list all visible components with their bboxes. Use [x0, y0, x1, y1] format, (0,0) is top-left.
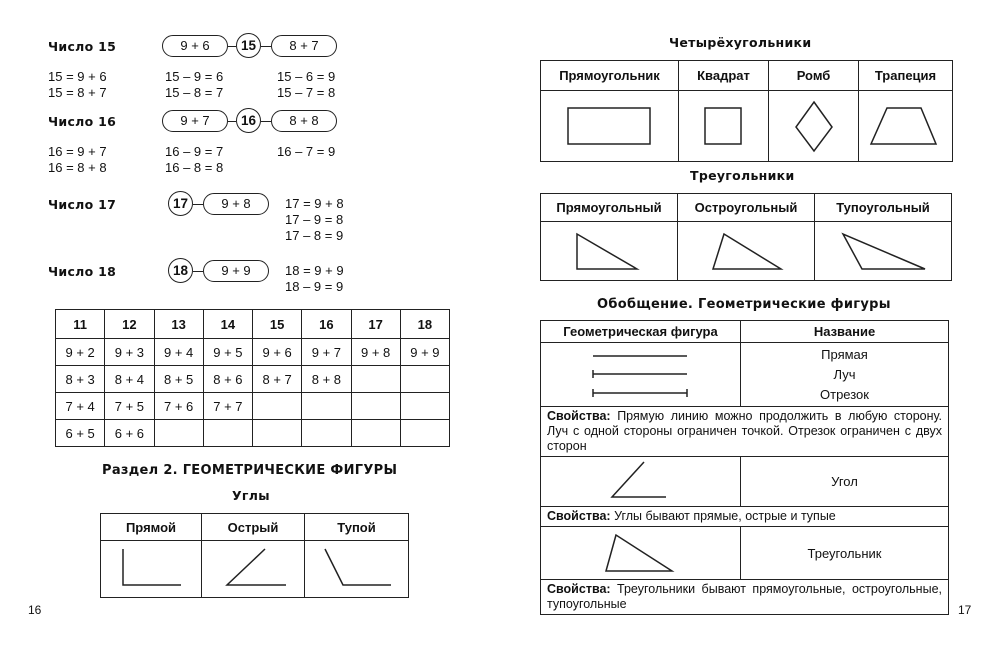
quad-header-rectangle: Прямоугольник [541, 61, 679, 91]
sum-cell [351, 420, 400, 447]
section-title: Раздел 2. ГЕОМЕТРИЧЕСКИЕ ФИГУРЫ [102, 463, 398, 478]
pill-18: 9 + 9 [203, 260, 269, 282]
props-label: Свойства: [547, 409, 611, 423]
sum-cell [253, 393, 302, 420]
connector [261, 46, 271, 47]
angles-table [100, 513, 409, 598]
triangles-title: Треугольники [690, 168, 795, 183]
eq-18-1: 18 – 9 = 9 [285, 279, 344, 294]
number-15-label: Число 15 [48, 39, 117, 54]
circle-16: 16 [236, 108, 261, 133]
number-16-label: Число 16 [48, 114, 117, 129]
sum-cell: 8 + 5 [154, 366, 203, 393]
sum-cell: 8 + 4 [105, 366, 154, 393]
page-number-left: 16 [28, 603, 42, 617]
table-row [56, 420, 450, 447]
rhombus-cell [769, 91, 859, 162]
eq-16-col1-0: 16 = 9 + 7 [48, 144, 107, 159]
eq-17-0: 17 = 9 + 8 [285, 196, 344, 211]
acute-angle-figure [202, 541, 304, 597]
angle-figure [541, 457, 740, 506]
eq-15-col2-1: 15 – 8 = 7 [165, 85, 224, 100]
connector [193, 271, 203, 272]
sum-header-15: 15 [253, 310, 302, 339]
angle-name: Угол [741, 457, 949, 507]
triangle-name: Треугольник [741, 527, 949, 580]
table-row [56, 393, 450, 420]
lines-figure-cell [541, 343, 741, 407]
summary-header-name: Название [741, 321, 949, 343]
sum-header-11: 11 [56, 310, 105, 339]
connector [193, 204, 203, 205]
tri-header-acute: Остроугольный [678, 194, 815, 222]
sum-cell: 9 + 3 [105, 339, 154, 366]
summary-table [540, 320, 949, 615]
obtuse-angle-figure [305, 541, 408, 597]
right-triangle-cell [541, 222, 678, 281]
triangle-figure-cell [541, 527, 741, 580]
tri-header-right: Прямоугольный [541, 194, 678, 222]
acute-triangle-cell [678, 222, 815, 281]
sum-header-13: 13 [154, 310, 203, 339]
props-triangle-cell [541, 580, 949, 615]
sum-cell [400, 420, 449, 447]
number-18-label: Число 18 [48, 264, 117, 279]
angle-figure-cell [541, 457, 741, 507]
eq-15-col1-0: 15 = 9 + 6 [48, 69, 107, 84]
rhombus-figure [769, 91, 858, 161]
sum-cell: 7 + 6 [154, 393, 203, 420]
pill-17: 9 + 8 [203, 193, 269, 215]
props-angle-text: Углы бывают прямые, острые и тупые [614, 509, 836, 523]
square-figure [679, 91, 768, 161]
eq-17-1: 17 – 9 = 8 [285, 212, 344, 227]
square-cell [679, 91, 769, 162]
trapezoid-figure [859, 91, 952, 161]
circle-15: 15 [236, 33, 261, 58]
name-ray: Луч [833, 366, 856, 382]
sum-cell: 9 + 6 [253, 339, 302, 366]
angles-title: Углы [232, 488, 270, 503]
sum-header-18: 18 [400, 310, 449, 339]
eq-15-col1-1: 15 = 8 + 7 [48, 85, 107, 100]
sum-cell: 7 + 4 [56, 393, 105, 420]
angle-header-obtuse: Тупой [305, 514, 409, 541]
quads-title: Четырёхугольники [669, 35, 812, 50]
sum-cell [302, 393, 351, 420]
sum-cell: 7 + 7 [203, 393, 252, 420]
eq-16-col1-1: 16 = 8 + 8 [48, 160, 107, 175]
quad-header-rhombus: Ромб [769, 61, 859, 91]
obtuse-triangle-cell [815, 222, 952, 281]
sum-header-14: 14 [203, 310, 252, 339]
sum-cell [351, 366, 400, 393]
table-row [56, 339, 450, 366]
eq-16-col2-0: 16 – 9 = 7 [165, 144, 224, 159]
trapezoid-cell [859, 91, 953, 162]
eq-15-col2-0: 15 – 9 = 6 [165, 69, 224, 84]
obtuse-triangle-figure [815, 222, 951, 280]
sum-cell [203, 420, 252, 447]
sum-table [55, 309, 450, 447]
summary-title: Обобщение. Геометрические фигуры [597, 297, 891, 312]
name-line: Прямая [821, 346, 868, 362]
lines-figure [541, 343, 740, 406]
pill-15-b: 8 + 7 [271, 35, 337, 57]
tri-header-obtuse: Тупоугольный [815, 194, 952, 222]
right-triangle-figure [541, 222, 677, 280]
sum-header-17: 17 [351, 310, 400, 339]
sum-header-16: 16 [302, 310, 351, 339]
sum-header-12: 12 [105, 310, 154, 339]
sum-cell [253, 420, 302, 447]
number-17-label: Число 17 [48, 197, 117, 212]
props-angle-cell [541, 507, 949, 527]
angle-header-acute: Острый [202, 514, 305, 541]
sum-cell: 7 + 5 [105, 393, 154, 420]
eq-18-0: 18 = 9 + 9 [285, 263, 344, 278]
sum-cell: 9 + 4 [154, 339, 203, 366]
sum-cell: 9 + 9 [400, 339, 449, 366]
sum-cell: 8 + 6 [203, 366, 252, 393]
sum-cell [400, 393, 449, 420]
acute-angle-cell [202, 541, 305, 598]
sum-cell [302, 420, 351, 447]
sum-cell: 8 + 3 [56, 366, 105, 393]
summary-header-figure: Геометрическая фигура [541, 321, 741, 343]
eq-17-2: 17 – 8 = 9 [285, 228, 344, 243]
sum-cell [351, 393, 400, 420]
connector [228, 46, 236, 47]
eq-15-col3-1: 15 – 7 = 8 [277, 85, 336, 100]
table-row [56, 366, 450, 393]
triangle-figure [541, 527, 740, 579]
page-number-right: 17 [958, 603, 972, 617]
sum-cell: 8 + 7 [253, 366, 302, 393]
sum-cell [400, 366, 449, 393]
props-lines-text: Прямую линию можно продолжить в любую сторону. Луч с одной стороны ограничен точкой. Отрезок ограничен с двух сторон [547, 409, 942, 453]
pill-16-b: 8 + 8 [271, 110, 337, 132]
circle-17: 17 [168, 191, 193, 216]
name-segment: Отрезок [820, 386, 869, 402]
sum-cell: 9 + 5 [203, 339, 252, 366]
sum-cell: 6 + 5 [56, 420, 105, 447]
right-angle-figure [101, 541, 201, 597]
sum-cell: 6 + 6 [105, 420, 154, 447]
quad-header-square: Квадрат [679, 61, 769, 91]
props-label: Свойства: [547, 509, 611, 523]
quads-table [540, 60, 953, 162]
sum-cell [154, 420, 203, 447]
rectangle-cell [541, 91, 679, 162]
acute-triangle-figure [678, 222, 814, 280]
props-lines-cell [541, 407, 949, 457]
sum-cell: 9 + 8 [351, 339, 400, 366]
connector [261, 121, 271, 122]
rectangle-figure [541, 91, 678, 161]
circle-18: 18 [168, 258, 193, 283]
eq-16-col3-0: 16 – 7 = 9 [277, 144, 336, 159]
pill-16-a: 9 + 7 [162, 110, 228, 132]
props-triangle-text: Треугольники бывают прямоугольные, остроугольные, тупоугольные [547, 582, 942, 611]
eq-16-col2-1: 16 – 8 = 8 [165, 160, 224, 175]
angle-header-right: Прямой [101, 514, 202, 541]
connector [228, 121, 236, 122]
sum-cell: 8 + 8 [302, 366, 351, 393]
lines-names-cell [741, 343, 949, 407]
props-label: Свойства: [547, 582, 611, 596]
pill-15-a: 9 + 6 [162, 35, 228, 57]
sum-cell: 9 + 2 [56, 339, 105, 366]
triangles-table [540, 193, 952, 281]
eq-15-col3-0: 15 – 6 = 9 [277, 69, 336, 84]
obtuse-angle-cell [305, 541, 409, 598]
sum-cell: 9 + 7 [302, 339, 351, 366]
quad-header-trapezoid: Трапеция [859, 61, 953, 91]
right-angle-cell [101, 541, 202, 598]
